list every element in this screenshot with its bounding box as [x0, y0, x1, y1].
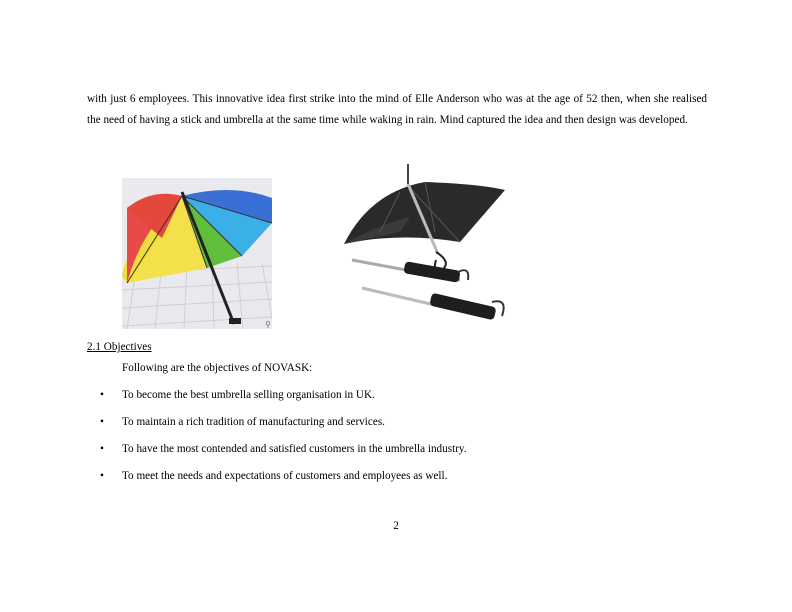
bullet-icon: •	[100, 416, 104, 428]
objective-text: To have the most contended and satisfied customers in the umbrella industry.	[122, 443, 467, 455]
bullet-icon: •	[100, 443, 104, 455]
black-umbrella-stick-image	[340, 162, 508, 328]
svg-text:⚲: ⚲	[265, 320, 271, 329]
section-heading: 2.1 Objectives	[87, 341, 152, 353]
page-number: 2	[393, 520, 399, 532]
rainbow-umbrella-image	[122, 178, 272, 329]
body-paragraph: with just 6 employees. This innovative idea first strike into the mind of Elle Anderson who was at the age of 52 then, when she realised the need of having a stick and umbrella at the same time while waking in rain. Mind captured the idea and then design was developed.	[87, 93, 707, 126]
objective-text: To become the best umbrella selling organisation in UK.	[122, 389, 375, 401]
bullet-icon: •	[100, 389, 104, 401]
section-intro: Following are the objectives of NOVASK:	[122, 362, 313, 374]
objective-text: To meet the needs and expectations of customers and employees as well.	[122, 470, 448, 482]
objective-text: To maintain a rich tradition of manufacturing and services.	[122, 416, 385, 428]
bullet-icon: •	[100, 470, 104, 482]
